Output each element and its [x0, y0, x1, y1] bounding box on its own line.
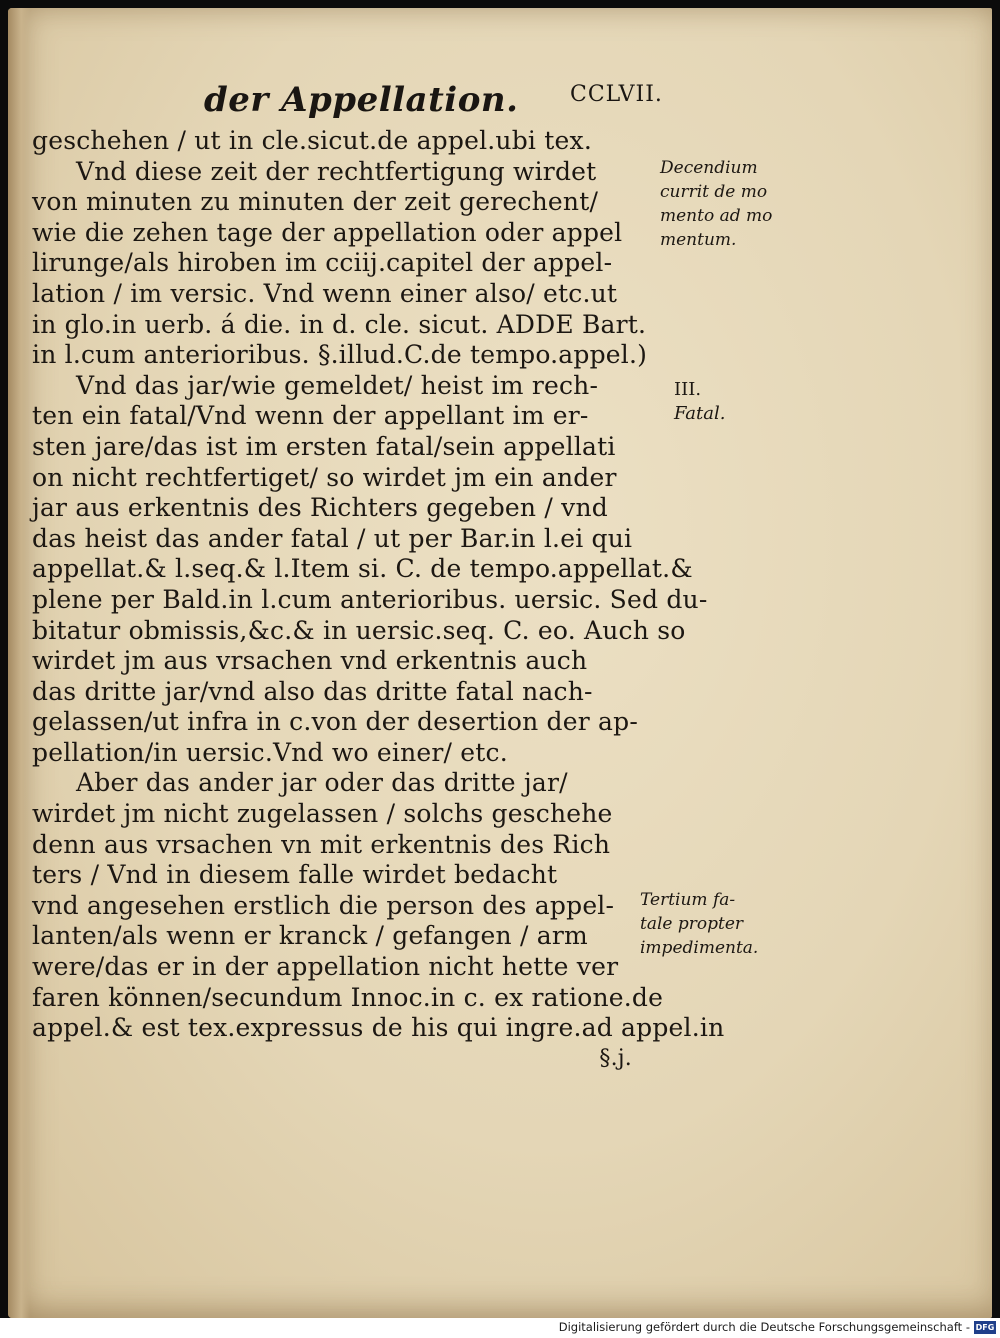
text-line: appel.& est tex.expressus de his qui ingre.ad appel.in: [32, 1013, 725, 1043]
marginal-note-line: Fatal.: [674, 403, 726, 424]
text-line: jar aus erkentnis des Richters gegeben / vnd: [32, 493, 608, 523]
text-line: Vnd diese zeit der rechtfertigung wirdet: [76, 156, 597, 186]
book-page: [8, 8, 992, 1318]
text-line: vnd angesehen erstlich die person des appel-: [32, 890, 615, 920]
text-line: plene per Bald.in l.cum anterioribus. uersic. Sed du-: [32, 584, 708, 614]
text-line: bitatur obmissis,&c.& in uersic.seq. C. eo. Auch so: [32, 615, 686, 645]
text-line: gelassen/ut infra in c.von der desertion der ap-: [32, 707, 638, 737]
text-line: in glo.in uerb. á die. in d. cle. sicut. ADDE Bart.: [32, 309, 647, 339]
text-line: geschehen / ut in cle.sicut.de appel.ubi tex.: [32, 126, 592, 155]
dfg-logo-icon: DFG: [975, 1323, 995, 1332]
marginal-note-line: III.: [674, 379, 702, 400]
text-line: wirdet jm nicht zugelassen / solchs geschehe: [32, 799, 613, 829]
text-line: lirunge/als hiroben im cciij.capitel der appel-: [32, 248, 613, 278]
text-line: wie die zehen tage der appellation oder appel: [32, 217, 623, 247]
text-line: on nicht rechtfertiget/ so wirdet jm ein ander: [32, 462, 617, 492]
marginal-note-line: Tertium fa-: [640, 890, 736, 910]
marginal-note-tertium: [640, 888, 758, 960]
text-line: das dritte jar/vnd also das dritte fatal nach-: [32, 676, 593, 706]
text-line: sten jare/das ist im ersten fatal/sein appellati: [32, 431, 616, 461]
text-line: denn aus vrsachen vn mit erkentnis des Rich: [32, 829, 611, 859]
marginal-note-line: impedimenta.: [640, 938, 759, 958]
text-line: lanten/als wenn er kranck / gefangen / arm: [32, 921, 588, 951]
signature-mark: §.j.: [599, 1045, 632, 1071]
marginal-note-line: tale propter: [640, 914, 744, 934]
text-line: Aber das ander jar oder das dritte jar/: [76, 768, 568, 798]
text-line: pellation/in uersic.Vnd wo einer/ etc.: [32, 737, 508, 767]
funding-credit: Digitalisierung gefördert durch die Deutsche Forschungsgemeinschaft -: [558, 1320, 970, 1334]
text-line: appellat.& l.seq.& l.Item si. C. de tempo.appellat.&: [32, 554, 693, 584]
text-line: were/das er in der appellation nicht hette ver: [32, 952, 619, 982]
marginal-note-line: mento ad mo: [660, 206, 773, 226]
running-title: der Appellation.: [204, 80, 519, 120]
marginal-note-decendium: [660, 156, 772, 252]
marginal-note-line: currit de mo: [660, 182, 768, 202]
footer-bar: [0, 1318, 1000, 1338]
text-line: lation / im versic. Vnd wenn einer also/ etc.ut: [32, 278, 618, 308]
text-line: ters / Vnd in diesem falle wirdet bedacht: [32, 860, 558, 890]
marginal-note-fatal: [674, 378, 725, 426]
text-line: wirdet jm aus vrsachen vnd erkentnis auch: [32, 646, 588, 676]
text-line: von minuten zu minuten der zeit gerechent/: [32, 187, 599, 217]
marginal-note-line: Decendium: [660, 158, 758, 178]
text-line: faren können/secundum Innoc.in c. ex ratione.de: [32, 982, 664, 1012]
text-line: Vnd das jar/wie gemeldet/ heist im rech-: [76, 370, 599, 400]
text-line: ten ein fatal/Vnd wenn der appellant im er-: [32, 401, 589, 431]
text-line: in l.cum anterioribus. §.illud.C.de tempo.appel.): [32, 340, 648, 370]
page-gutter: [8, 8, 30, 1318]
folio-number: CCLVII.: [570, 82, 663, 107]
marginal-note-line: mentum.: [660, 230, 737, 250]
text-line: das heist das ander fatal / ut per Bar.in l.ei qui: [32, 523, 633, 553]
